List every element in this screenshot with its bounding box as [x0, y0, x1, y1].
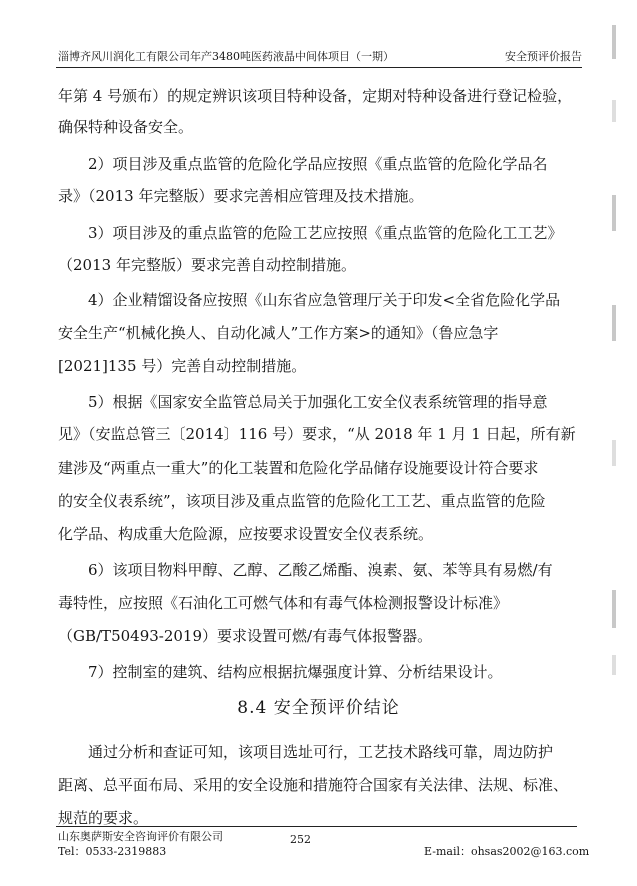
footer-company: 山东奥萨斯安全咨询评价有限公司 [58, 830, 223, 843]
scan-edge-mark [612, 195, 616, 231]
footer-tel: Tel：0533-2319883 [58, 845, 167, 858]
body-line: 7）控制室的建筑、结构应根据抗爆强度计算、分析结果设计。 [88, 663, 503, 681]
section-heading: 8.4 安全预评价结论 [237, 698, 400, 718]
footer-page-number: 252 [290, 833, 311, 846]
body-line: 4）企业精馏设备应按照《山东省应急管理厅关于印发<全省危险化学品 [88, 291, 561, 309]
body-line: 2）项目涉及重点监管的危险化学品应按照《重点监管的危险化学品名 [88, 155, 548, 173]
body-line: [2021]135 号）完善自动控制措施。 [58, 357, 307, 375]
body-line: （2013 年完整版）要求完善自动控制措施。 [58, 256, 356, 274]
body-line: 录》（2013 年完整版）要求完善相应管理及技术措施。 [58, 187, 424, 205]
header-project-title: 淄博齐风川润化工有限公司年产3480吨医药液晶中间体项目（一期） [58, 50, 394, 63]
body-line: 建涉及“两重点一重大”的化工装置和危险化学品储存设施要设计符合要求 [58, 459, 539, 477]
body-line: 化学品、构成重大危险源，应按要求设置安全仪表系统。 [58, 525, 434, 543]
conclusion-line: 通过分析和查证可知，该项目选址可行，工艺技术路线可靠，周边防护 [88, 743, 554, 761]
header-divider [56, 67, 582, 68]
conclusion-line: 规范的要求。 [58, 809, 149, 827]
body-line: 的安全仪表系统”，该项目涉及重点监管的危险化工工艺、重点监管的危险 [58, 492, 546, 510]
scan-edge-mark [612, 590, 616, 628]
scan-edge-mark [612, 25, 616, 59]
body-line: 3）项目涉及的重点监管的危险工艺应按照《重点监管的危险化工工艺》 [88, 224, 563, 242]
body-line: 安全生产“机械化换人、自动化减人”工作方案>的通知》（鲁应急字 [58, 324, 499, 342]
page-header [58, 48, 582, 66]
conclusion-line: 距离、总平面布局、采用的安全设施和措施符合国家有关法律、法规、标准、 [58, 776, 569, 794]
scan-edge-mark [612, 440, 616, 466]
scan-edge-mark [612, 305, 616, 341]
body-line: （GB/T50493-2019）要求设置可燃/有毒气体报警器。 [58, 627, 433, 645]
footer-email: E-mail：ohsas2002@163.com [424, 845, 590, 858]
footer-divider [56, 826, 577, 827]
scan-edge-mark [612, 655, 616, 675]
body-line: 见》（安监总管三〔2014〕116 号）要求，“从 2018 年 1 月 1 日起，所有新 [58, 425, 576, 443]
body-line: 毒特性，应按照《石油化工可燃气体和有毒气体检测报警设计标准》 [58, 594, 509, 612]
header-report-type: 安全预评价报告 [505, 50, 582, 63]
body-line: 确保特种设备安全。 [58, 118, 194, 136]
scan-edge-mark [612, 100, 616, 122]
body-line: 年第 4 号颁布）的规定辨识该项目特种设备，定期对特种设备进行登记检验， [58, 87, 573, 105]
body-line: 6）该项目物料甲醇、乙醇、乙酸乙烯酯、溴素、氨、苯等具有易燃/有 [88, 561, 553, 579]
body-line: 5）根据《国家安全监管总局关于加强化工安全仪表系统管理的指导意 [88, 393, 548, 411]
